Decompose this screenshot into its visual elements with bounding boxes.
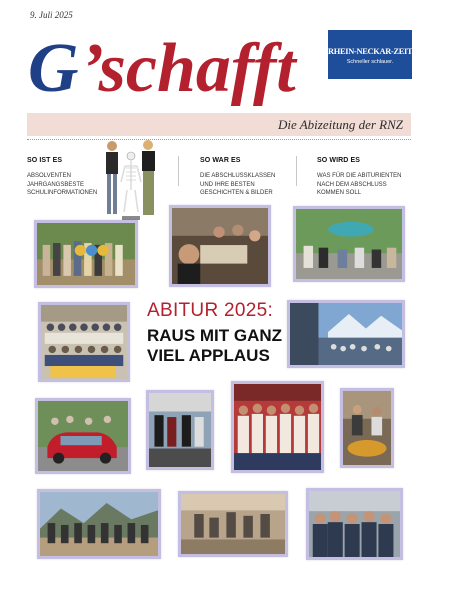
section-divider: [178, 156, 179, 186]
section-text: WAS FÜR DIE ABITURIENTEN NACH DEM ABSCHLUSS KOMMEN SOLL: [317, 173, 402, 196]
section-so-wird-es[interactable]: [317, 156, 409, 197]
photo-party-selfie[interactable]: [169, 205, 271, 287]
section-heading: SO IST ES: [27, 157, 63, 164]
photo-cooking-paella[interactable]: [340, 388, 394, 468]
masthead-title-g: G: [28, 30, 79, 107]
section-heading: SO WAR ES: [200, 157, 241, 164]
masthead-title-rest: ’schafft: [80, 30, 296, 107]
section-text: ABSOLVENTEN JAHRGANGSBESTE SCHULINFORMATIONEN: [27, 173, 98, 196]
photo-four-on-stage[interactable]: [146, 390, 214, 470]
headline-line-2: RAUS MIT GANZ: [147, 326, 283, 345]
rnz-logo-tagline: Schneller schlauer.: [346, 59, 394, 65]
cutout-graduates-skeleton-photo: [98, 138, 164, 228]
section-text: DIE ABSCHLUSSKLASSEN UND IHRE BESTEN GESCHICHTEN & BILDER: [200, 173, 276, 196]
dotted-divider: [27, 139, 411, 140]
photo-group-letters[interactable]: [34, 220, 138, 288]
headline-line-1: ABITUR 2025:: [147, 300, 274, 321]
photo-red-car[interactable]: [35, 398, 131, 474]
section-so-war-es[interactable]: [200, 156, 290, 197]
cover-headline[interactable]: [147, 300, 297, 367]
photo-garden-picnic[interactable]: [293, 206, 405, 282]
photo-selfie-group[interactable]: [306, 488, 403, 560]
headline-line-3: VIEL APPLAUS: [147, 346, 270, 366]
subtitle: Die Abizeitung der RNZ: [277, 117, 403, 132]
section-heading: SO WIRD ES: [317, 157, 361, 164]
issue-date: 9. Juli 2025: [30, 10, 73, 20]
subtitle-bar: [27, 113, 411, 136]
photo-upside-down-group[interactable]: [178, 491, 288, 557]
photo-cheering-crowd[interactable]: [231, 381, 324, 473]
section-divider: [296, 156, 297, 186]
photo-class-group-stairs[interactable]: [38, 302, 130, 382]
photo-mountain-group[interactable]: [37, 489, 161, 559]
photo-ferry-mountains[interactable]: [287, 300, 405, 368]
rnz-logo-name: RHEIN-NECKAR-ZEITUNG: [328, 47, 430, 56]
rnz-logo[interactable]: [328, 30, 430, 79]
masthead-title: [28, 30, 296, 114]
